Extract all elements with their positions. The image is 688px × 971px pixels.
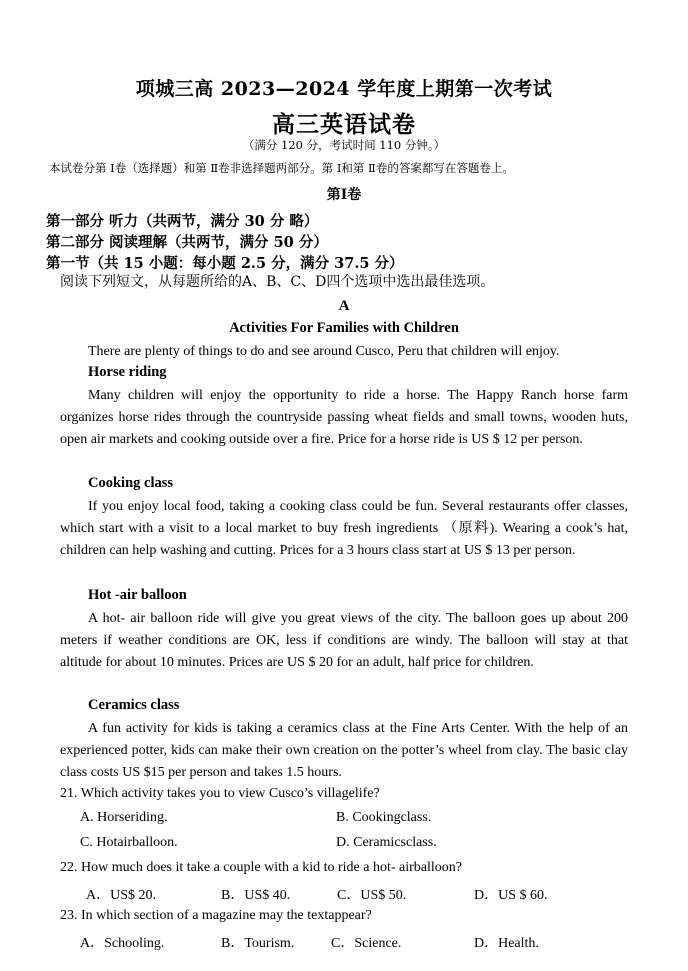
passage-title: Activities For Families with Children xyxy=(229,320,459,336)
question-21: 21. Which activity takes you to view Cusco’s villagelife? xyxy=(60,786,380,801)
question-22: 22. How much does it take a couple with a kid to ride a hot- airballoon? xyxy=(60,860,463,875)
exam-instructions: 本试卷分第 Ⅰ卷（选择题）和第 Ⅱ卷非选择题两部分。第 Ⅰ和第 Ⅱ卷的答案都写在答题卷上。 xyxy=(49,161,514,175)
question-21-option-d[interactable]: D. Ceramicsclass. xyxy=(336,835,437,850)
question-21-option-c[interactable]: C. Hotairballoon. xyxy=(80,835,178,850)
section-text: A hot- air balloon ride will give you great views of the city. The balloon goes up about 200 meters if weather conditions are OK, less if conditions are windy. The balloon will stay at that altitude for about 10 minutes. Prices are US $ 20 for an adult, half price for children. xyxy=(60,611,628,671)
question-22-option-c[interactable]: C．US$ 50. xyxy=(337,888,407,903)
question-23-option-a[interactable]: A．Schooling. xyxy=(80,936,165,951)
exam-title: 项城三高 2023—2024 学年度上期第一次考试 xyxy=(135,78,553,100)
exam-note: （满分 120 分，考试时间 110 分钟。） xyxy=(242,138,446,152)
section-heading: Ceramics class xyxy=(88,697,180,713)
section-paragraph xyxy=(60,385,628,452)
exam-subtitle: 高三英语试卷 xyxy=(272,111,416,138)
question-21-option-a[interactable]: A. Horseriding. xyxy=(80,810,168,825)
section-text: If you enjoy local food, taking a cooking class could be fun. Several restaurants offer classes, which start with a visit to a local market to buy fresh ingredients （原料). Wearing a cook’s hat, children can help washing and cutting. Prices for a 3 hours class start at US $ 13 per person. xyxy=(60,499,628,559)
section-heading: Cooking class xyxy=(88,475,174,491)
volume-label: 第Ⅰ卷 xyxy=(326,187,362,203)
section-heading: Hot -air balloon xyxy=(88,587,187,603)
question-22-option-a[interactable]: A．US$ 20. xyxy=(86,888,157,903)
question-23: 23. In which section of a magazine may the textappear? xyxy=(60,908,372,923)
section-heading: Horse riding xyxy=(88,364,167,380)
passage-label: A xyxy=(338,298,350,314)
passage-intro-text: There are plenty of things to do and see around Cusco, Peru that children will enjoy. xyxy=(88,344,560,359)
question-22-option-d[interactable]: D．US $ 60. xyxy=(474,888,548,903)
reading-instruction: 阅读下列短文，从每题所给的A、B、C、D四个选项中选出最佳选项。 xyxy=(60,274,495,290)
section-paragraph xyxy=(60,608,628,675)
question-22-option-b[interactable]: B．US$ 40. xyxy=(221,888,291,903)
section-text: A fun activity for kids is taking a ceramics class at the Fine Arts Center. With the help of an experienced potter, kids can make their own creation on the potter’s wheel from clay. The basic clay class costs US $15 per person and takes 1.5 hours. xyxy=(60,721,628,781)
question-23-option-d[interactable]: D．Health. xyxy=(474,936,539,951)
question-23-option-c[interactable]: C．Science. xyxy=(331,936,402,951)
passage-intro xyxy=(60,341,628,363)
section-text: Many children will enjoy the opportunity to ride a horse. The Happy Ranch horse farm organizes horse rides through the countryside passing wheat fields and small towns, wooden huts, open air markets and cooking outside over a fire. Price for a horse ride is US $ 12 per person. xyxy=(60,388,628,448)
part1-heading: 第一部分 听力（共两节，满分 30 分 略） xyxy=(46,213,319,230)
part2-heading: 第二部分 阅读理解（共两节，满分 50 分） xyxy=(46,234,328,251)
question-23-option-b[interactable]: B．Tourism. xyxy=(221,936,295,951)
section-paragraph xyxy=(60,718,628,785)
question-21-option-b[interactable]: B. Cookingclass. xyxy=(336,810,432,825)
section-paragraph xyxy=(60,496,628,563)
section1-heading: 第一节（共 15 小题：每小题 2.5 分，满分 37.5 分） xyxy=(46,255,404,272)
